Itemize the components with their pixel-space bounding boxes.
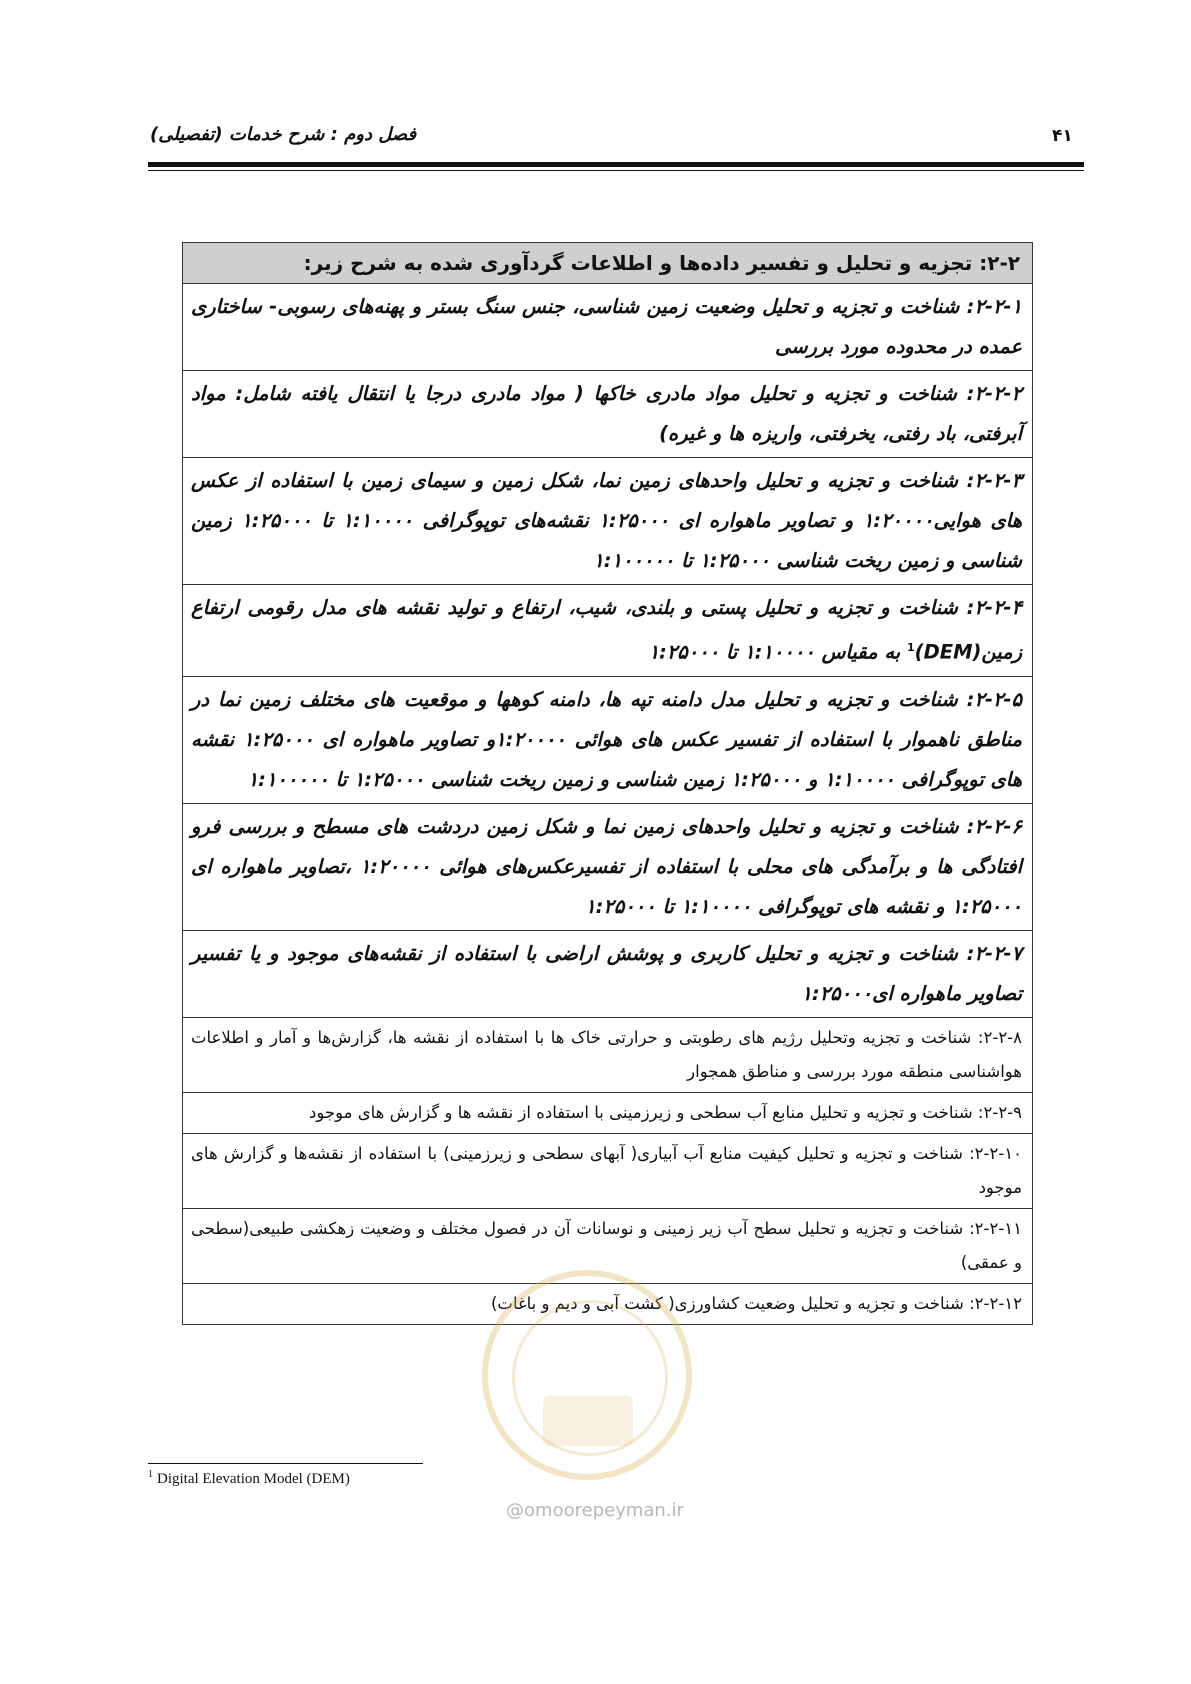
- table-row: ۲-۲-۱۱: شناخت و تجزیه و تحلیل سطح آب زیر زمینی و نوسانات آن در فصول مختلف و وضعیت زهکشی طبیعی(سطحی و عمقی): [183, 1209, 1032, 1284]
- footnote-reference[interactable]: 1: [906, 641, 915, 654]
- table-row: ۲-۲-۷: شناخت و تجزیه و تحلیل کاربری و پوشش اراضی با استفاده از نقشه‌های موجود و یا تفسیر تصاویر ماهواره ای۱:۲۵۰۰۰: [183, 931, 1032, 1018]
- footnote-divider: [148, 1463, 423, 1464]
- table-row-text-suffix: به مقیاس ۱:۱۰۰۰۰ تا ۱:۲۵۰۰۰: [648, 640, 907, 664]
- table-row: ۲-۲-۱۰: شناخت و تجزیه و تحلیل کیفیت منابع آب آبیاری( آبهای سطحی و زیرزمینی) با استفاده از نقشه‌ها و گزارش های موجود: [183, 1134, 1032, 1209]
- table-row: ۲-۲-۵: شناخت و تجزیه و تحلیل مدل دامنه تپه ها، دامنه کوهها و موقعیت های مختلف زمین نما در مناطق ناهموار با استفاده از تفسیر عکس های هوائی ۱:۲۰۰۰۰و تصاویر ماهواره ای ۱:۲۵۰۰۰ نقشه های توپوگرافی ۱:۱۰۰۰۰ و ۱:۲۵۰۰۰ زمین شناسی و زمین ریخت شناسی ۱:۲۵۰۰۰ تا ۱:۱۰۰۰۰۰: [183, 677, 1032, 804]
- table-row: ۲-۲-۲: شناخت و تجزیه و تحلیل مواد مادری خاکها ( مواد مادری درجا یا انتقال یافته شامل: مواد آبرفتی، باد رفتی، یخرفتی، واریزه ها و غیره): [183, 371, 1032, 458]
- table-title: ۲-۲: تجزیه و تحلیل و تفسیر داده‌ها و اطلاعات گردآوری شده به شرح زیر:: [183, 243, 1032, 284]
- table-row: ۲-۲-۱۲: شناخت و تجزیه و تحلیل وضعیت کشاورزی( کشت آبی و دیم و باغات): [490, 1293, 1022, 1313]
- page-number: ۴۱: [1052, 126, 1073, 146]
- footnote-text: Digital Elevation Model (DEM): [157, 1471, 350, 1487]
- header-rule-thin: [148, 170, 1084, 171]
- services-table: [182, 242, 1033, 1325]
- chapter-title: فصل دوم : شرح خدمات (تفصیلی): [150, 124, 417, 145]
- watermark-text: @omoorepeyman.ir: [506, 1500, 684, 1521]
- table-row: ۲-۲-۹: شناخت و تجزیه و تحلیل منابع آب سطحی و زیرزمینی با استفاده از نقشه ها و گزارش های موجود: [183, 1093, 1032, 1134]
- watermark-logo-emblem: [543, 1396, 633, 1446]
- table-row: ۲-۲-۸: شناخت و تجزیه وتحلیل رژیم های رطوبتی و حرارتی خاک ها با استفاده از نقشه ها، گزارش‌ها و آمار و اطلاعات هواشناسی منطقه مورد بررسی و مناطق همجوار: [183, 1018, 1032, 1093]
- header-rule-thick: [148, 162, 1084, 167]
- table-row: ۲-۲-۳: شناخت و تجزیه و تحلیل واحدهای زمین نما، شکل زمین و سیمای زمین با استفاده از عکس های هوایی۱:۲۰۰۰۰ و تصاویر ماهواره ای ۱:۲۵۰۰۰ نقشه‌های توپوگرافی ۱:۱۰۰۰۰ تا ۱:۲۵۰۰۰ زمین شناسی و زمین ریخت شناسی ۱:۲۵۰۰۰ تا ۱:۱۰۰۰۰۰: [183, 458, 1032, 585]
- table-row: [183, 585, 1032, 677]
- table-row-text: ۲-۲-۴: شناخت و تجزیه و تحلیل پستی و بلندی، شیب، ارتفاع و تولید نقشه های مدل رقومی ارتفاع زمین(DEM): [191, 596, 1022, 664]
- footnote-mark: 1: [148, 1469, 153, 1480]
- footnote: [148, 1469, 350, 1488]
- table-row: ۲-۲-۱: شناخت و تجزیه و تحلیل وضعیت زمین شناسی، جنس سنگ بستر و پهنه‌های رسوبی- ساختاری عمده در محدوده مورد بررسی: [183, 284, 1032, 371]
- table-row: ۲-۲-۶: شناخت و تجزیه و تحلیل واحدهای زمین نما و شکل زمین دردشت های مسطح و بررسی فرو افتادگی ها و برآمدگی های محلی با استفاده از تفسیرعکس‌های هوائی ۱:۲۰۰۰۰ ،تصاویر ماهواره ای ۱:۲۵۰۰۰ و نقشه های توپوگرافی ۱:۱۰۰۰۰ تا ۱:۲۵۰۰۰: [183, 804, 1032, 931]
